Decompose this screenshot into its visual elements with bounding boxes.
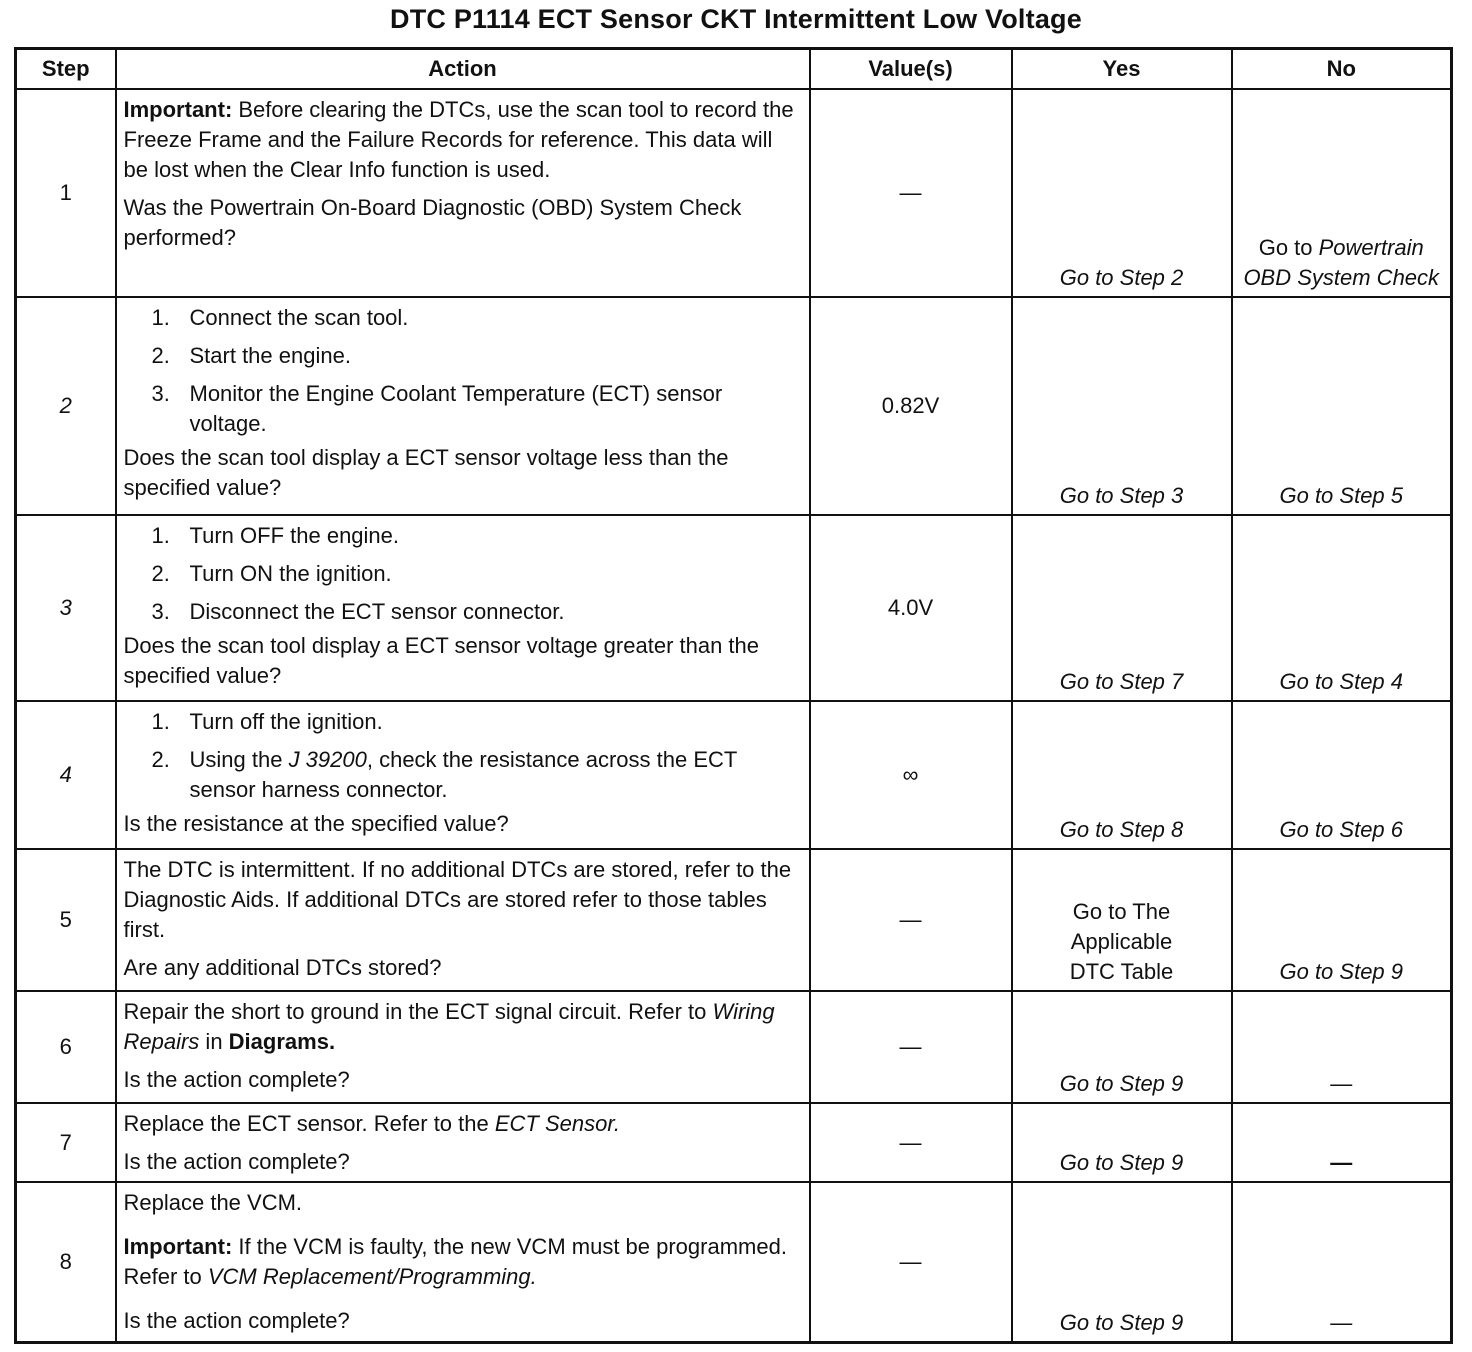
no-link[interactable]: Go to Step 5 bbox=[1232, 297, 1452, 515]
no-cell: — bbox=[1232, 991, 1452, 1103]
wiring-repairs-link[interactable]: Wiring Repairs bbox=[123, 999, 775, 1054]
step-number: 1 bbox=[16, 89, 116, 297]
yes-link[interactable]: Go to Step 8 bbox=[1012, 701, 1232, 849]
action-cell bbox=[116, 701, 810, 849]
value-cell: 0.82V bbox=[810, 297, 1012, 515]
question: Are any additional DTCs stored? bbox=[123, 955, 442, 980]
action-cell bbox=[116, 849, 810, 991]
ect-sensor-link[interactable]: ECT Sensor. bbox=[494, 1111, 620, 1136]
header-step: Step bbox=[16, 49, 116, 90]
table-row bbox=[16, 849, 1452, 991]
diagnostic-table bbox=[14, 47, 1453, 1344]
yes-link[interactable]: Go to Step 7 bbox=[1012, 515, 1232, 701]
list-item: 1. Turn OFF the engine. bbox=[151, 523, 400, 548]
yes-link[interactable]: Go to Step 2 bbox=[1012, 89, 1232, 297]
step-number: 3 bbox=[16, 515, 116, 701]
value-cell: 4.0V bbox=[810, 515, 1012, 701]
yes-link[interactable]: Go to The Applicable DTC Table bbox=[1012, 849, 1232, 991]
action-cell bbox=[116, 515, 810, 701]
no-link[interactable]: Powertrain OBD System Check bbox=[1243, 235, 1440, 290]
header-row bbox=[16, 49, 1452, 90]
yes-link[interactable]: Go to Step 3 bbox=[1012, 297, 1232, 515]
step-number: 4 bbox=[16, 701, 116, 849]
list-item: 2. Start the engine. bbox=[151, 343, 351, 368]
action-list bbox=[124, 521, 801, 627]
tool-reference: J 39200 bbox=[288, 747, 367, 772]
table-row bbox=[16, 1103, 1452, 1182]
action-cell bbox=[116, 1182, 810, 1342]
header-yes: Yes bbox=[1012, 49, 1232, 90]
important-note bbox=[124, 95, 801, 185]
action-text: The DTC is intermittent. If no additional DTCs are stored, refer to the Diagnostic Aids. If additional DTCs are stored refer to those tables first. bbox=[123, 857, 792, 942]
action-text: Repair the short to ground in the ECT signal circuit. Refer to Wiring Repairs in Diagrams. bbox=[123, 999, 775, 1054]
page-title: DTC P1114 ECT Sensor CKT Intermittent Low Voltage bbox=[390, 4, 1082, 34]
question: Is the action complete? bbox=[123, 1149, 350, 1174]
list-item: 3. Monitor the Engine Coolant Temperature (ECT) sensor voltage. bbox=[151, 381, 723, 436]
list-item: 3. Disconnect the ECT sensor connector. bbox=[151, 599, 565, 624]
list-item: 1. Connect the scan tool. bbox=[151, 305, 409, 330]
action-list bbox=[124, 303, 801, 439]
table-row bbox=[16, 991, 1452, 1103]
list-item: 2. Using the J 39200, check the resistance across the ECT sensor harness connector. bbox=[151, 747, 737, 802]
important-label: Important: bbox=[123, 1234, 233, 1259]
list-item: 2. Turn ON the ignition. bbox=[151, 561, 392, 586]
no-link[interactable]: Go to Step 4 bbox=[1232, 515, 1452, 701]
list-item: 1. Turn off the ignition. bbox=[151, 709, 383, 734]
header-no: No bbox=[1232, 49, 1452, 90]
action-cell bbox=[116, 1103, 810, 1182]
header-action: Action bbox=[116, 49, 810, 90]
question: Is the resistance at the specified value? bbox=[123, 811, 509, 836]
step-number: 7 bbox=[16, 1103, 116, 1182]
header-values: Value(s) bbox=[810, 49, 1012, 90]
action-cell bbox=[116, 89, 810, 297]
action-cell bbox=[116, 297, 810, 515]
table-row bbox=[16, 297, 1452, 515]
value-cell: — bbox=[810, 849, 1012, 991]
important-label: Important: bbox=[123, 97, 233, 122]
important-note: Important: If the VCM is faulty, the new VCM must be programmed. Refer to VCM Replacement/Programming. bbox=[123, 1234, 787, 1289]
important-text: Before clearing the DTCs, use the scan tool to record the Freeze Frame and the Failure Records for reference. This data will be lost when the Clear Info function is used. bbox=[123, 97, 794, 182]
table-row bbox=[16, 1182, 1452, 1342]
question: Is the action complete? bbox=[123, 1067, 350, 1092]
table-row bbox=[16, 701, 1452, 849]
table-row bbox=[16, 89, 1452, 297]
value-cell: — bbox=[810, 991, 1012, 1103]
action-text: Replace the VCM. bbox=[123, 1190, 303, 1215]
yes-link[interactable]: Go to Step 9 bbox=[1012, 1182, 1232, 1342]
no-prefix: Go to bbox=[1258, 235, 1319, 260]
question: Does the scan tool display a ECT sensor voltage greater than the specified value? bbox=[123, 633, 760, 688]
no-cell: — bbox=[1232, 1182, 1452, 1342]
vcm-replacement-link[interactable]: VCM Replacement/Programming. bbox=[207, 1264, 537, 1289]
step-number: 2 bbox=[16, 297, 116, 515]
question: Is the action complete? bbox=[123, 1308, 350, 1333]
value-cell: — bbox=[810, 1103, 1012, 1182]
question: Was the Powertrain On-Board Diagnostic (OBD) System Check performed? bbox=[123, 195, 742, 250]
yes-link[interactable]: Go to Step 9 bbox=[1012, 1103, 1232, 1182]
no-cell: — bbox=[1232, 1103, 1452, 1182]
no-link[interactable]: Go to Step 6 bbox=[1232, 701, 1452, 849]
action-text: Replace the ECT sensor. Refer to the ECT Sensor. bbox=[123, 1111, 620, 1136]
value-cell: — bbox=[810, 89, 1012, 297]
step-number: 6 bbox=[16, 991, 116, 1103]
yes-link[interactable]: Go to Step 9 bbox=[1012, 991, 1232, 1103]
value-cell: — bbox=[810, 1182, 1012, 1342]
step-number: 8 bbox=[16, 1182, 116, 1342]
value-cell: ∞ bbox=[810, 701, 1012, 849]
action-cell bbox=[116, 991, 810, 1103]
no-link[interactable]: Go to Step 9 bbox=[1232, 849, 1452, 991]
no-cell bbox=[1232, 89, 1452, 297]
table-row bbox=[16, 515, 1452, 701]
action-list bbox=[124, 707, 801, 805]
question: Does the scan tool display a ECT sensor voltage less than the specified value? bbox=[123, 445, 729, 500]
step-number: 5 bbox=[16, 849, 116, 991]
